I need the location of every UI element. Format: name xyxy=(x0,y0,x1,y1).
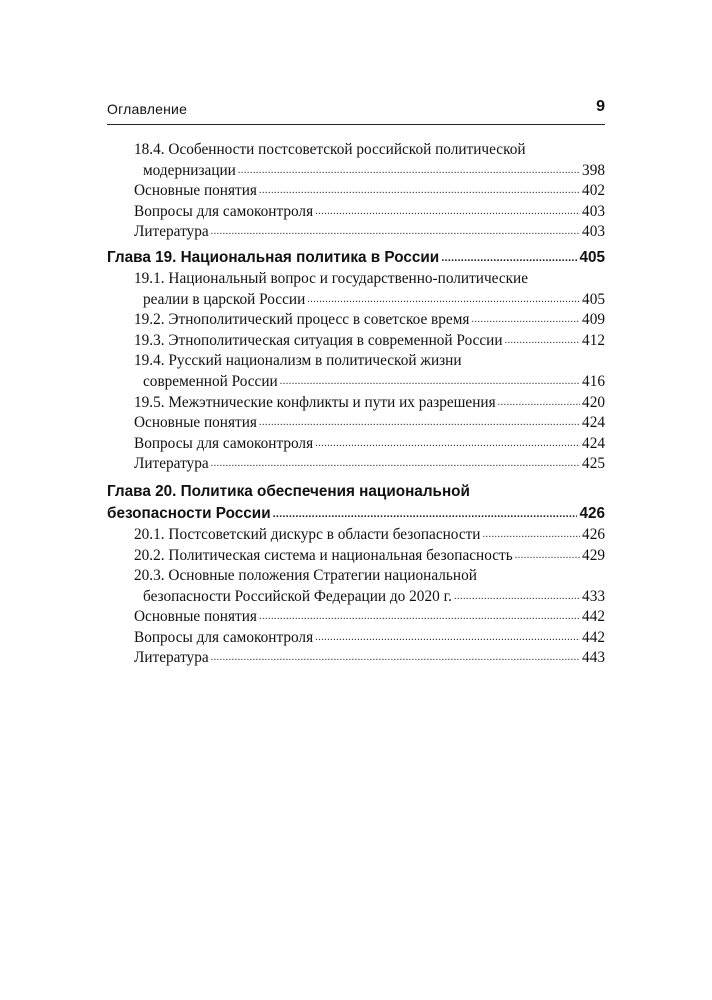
toc-page-number: 442 xyxy=(582,628,605,646)
toc-entry-title: 19.2. Этнополитический процесс в советское время xyxy=(134,311,470,329)
dot-leader xyxy=(280,372,580,393)
toc-entry-20-3[interactable] xyxy=(107,566,605,607)
running-header-title: Оглавление xyxy=(107,101,188,117)
toc-chapter-19[interactable] xyxy=(107,247,605,269)
dot-leader xyxy=(483,525,581,546)
toc-entry-18-4[interactable] xyxy=(107,140,605,181)
toc-chapter-title-line2: безопасности России xyxy=(107,504,271,522)
toc-page-number: 425 xyxy=(582,455,605,473)
dot-leader xyxy=(238,161,580,182)
toc-page-number: 443 xyxy=(582,649,605,667)
dot-leader xyxy=(259,181,580,202)
toc-entry-title: Вопросы для самоконтроля xyxy=(134,202,314,220)
toc-page-number: 420 xyxy=(582,393,605,411)
toc-entry-19-1[interactable] xyxy=(107,269,605,310)
toc-chapter-title-line1: Глава 20. Политика обеспечения национальной xyxy=(107,482,470,500)
toc-page-number: 403 xyxy=(582,223,605,241)
dot-leader xyxy=(471,310,580,331)
toc-entry-title: Основные понятия xyxy=(134,414,257,432)
toc-page-number: 405 xyxy=(579,248,605,266)
toc-entry-title-line2: модернизации xyxy=(143,161,236,179)
dot-leader xyxy=(259,413,580,434)
toc-entry-title: 19.3. Этнополитическая ситуация в современной России xyxy=(134,331,503,349)
toc-entry-20-2[interactable] xyxy=(107,546,605,567)
toc-entry-title-line1: 18.4. Особенности постсоветской российской политической xyxy=(134,141,526,158)
toc-entry-19-3[interactable] xyxy=(107,331,605,352)
toc-page-number: 424 xyxy=(582,414,605,432)
toc-page-number: 409 xyxy=(582,311,605,329)
toc-entry-title: Литература xyxy=(134,223,209,241)
toc-entry-title-line1: 19.4. Русский национализм в политической жизни xyxy=(134,352,462,370)
dot-leader xyxy=(454,587,580,608)
dot-leader xyxy=(211,648,580,669)
toc-entry-title: Основные понятия xyxy=(134,182,257,200)
toc-entry-literature[interactable] xyxy=(107,222,605,243)
toc-entry-title-line1: 20.3. Основные положения Стратегии национальной xyxy=(134,567,477,585)
dot-leader xyxy=(211,222,580,243)
toc-entry-literature[interactable] xyxy=(107,648,605,669)
toc-entry-title-line2: реалии в царской России xyxy=(143,290,306,308)
toc-entry-19-2[interactable] xyxy=(107,310,605,331)
toc-entry-title: Литература xyxy=(134,649,209,667)
toc-chapter-title: Глава 19. Национальная политика в России xyxy=(107,248,440,266)
toc-entry-title-line1: 19.1. Национальный вопрос и государственно-политические xyxy=(134,269,529,287)
toc-entry-self-check[interactable] xyxy=(107,434,605,455)
toc-entry-basic-concepts[interactable] xyxy=(107,413,605,434)
toc-entry-self-check[interactable] xyxy=(107,202,605,223)
toc-page-number: 416 xyxy=(582,372,605,390)
dot-leader xyxy=(441,247,577,269)
toc-entry-title: Основные понятия xyxy=(134,608,257,626)
dot-leader xyxy=(505,331,581,352)
dot-leader xyxy=(315,202,580,223)
toc-entry-literature[interactable] xyxy=(107,454,605,475)
toc-page-number: 403 xyxy=(582,202,605,220)
dot-leader xyxy=(307,290,580,311)
toc-entry-title-line2: безопасности Российской Федерации до 2020 г. xyxy=(143,587,452,605)
toc-entry-19-4[interactable] xyxy=(107,351,605,392)
toc-entry-title: Литература xyxy=(134,455,209,473)
toc-page-number: 442 xyxy=(582,608,605,626)
dot-leader xyxy=(315,628,580,649)
toc-page-number: 405 xyxy=(582,290,605,308)
toc-chapter-20[interactable] xyxy=(107,481,605,525)
page-number: 9 xyxy=(596,98,605,115)
toc-entry-title: 20.2. Политическая система и национальная безопасность xyxy=(134,546,513,564)
running-header xyxy=(107,98,605,125)
dot-leader xyxy=(515,546,580,567)
toc-entry-title: 20.1. Постсоветский дискурс в области безопасности xyxy=(134,525,481,543)
dot-leader xyxy=(259,607,580,628)
toc-entry-basic-concepts[interactable] xyxy=(107,607,605,628)
toc-entry-title-line2: современной России xyxy=(143,372,278,390)
toc-page-number: 426 xyxy=(582,525,605,543)
toc-page-number: 398 xyxy=(582,161,605,179)
dot-leader xyxy=(315,434,580,455)
dot-leader xyxy=(273,503,578,525)
toc-page-number: 429 xyxy=(582,546,605,564)
dot-leader xyxy=(211,454,580,475)
toc-page-number: 426 xyxy=(579,504,605,522)
dot-leader xyxy=(498,393,580,414)
toc-entry-title: Вопросы для самоконтроля xyxy=(134,628,314,646)
toc-page-number: 433 xyxy=(582,587,605,605)
toc-entry-title: Вопросы для самоконтроля xyxy=(134,434,314,452)
toc-entry-basic-concepts[interactable] xyxy=(107,181,605,202)
toc-page-number: 424 xyxy=(582,434,605,452)
toc-page-number: 402 xyxy=(582,182,605,200)
toc-entry-19-5[interactable] xyxy=(107,393,605,414)
toc-entry-self-check[interactable] xyxy=(107,628,605,649)
table-of-contents xyxy=(107,140,605,669)
toc-entry-title: 19.5. Межэтнические конфликты и пути их разрешения xyxy=(134,393,496,411)
toc-page-number: 412 xyxy=(582,331,605,349)
toc-entry-20-1[interactable] xyxy=(107,525,605,546)
